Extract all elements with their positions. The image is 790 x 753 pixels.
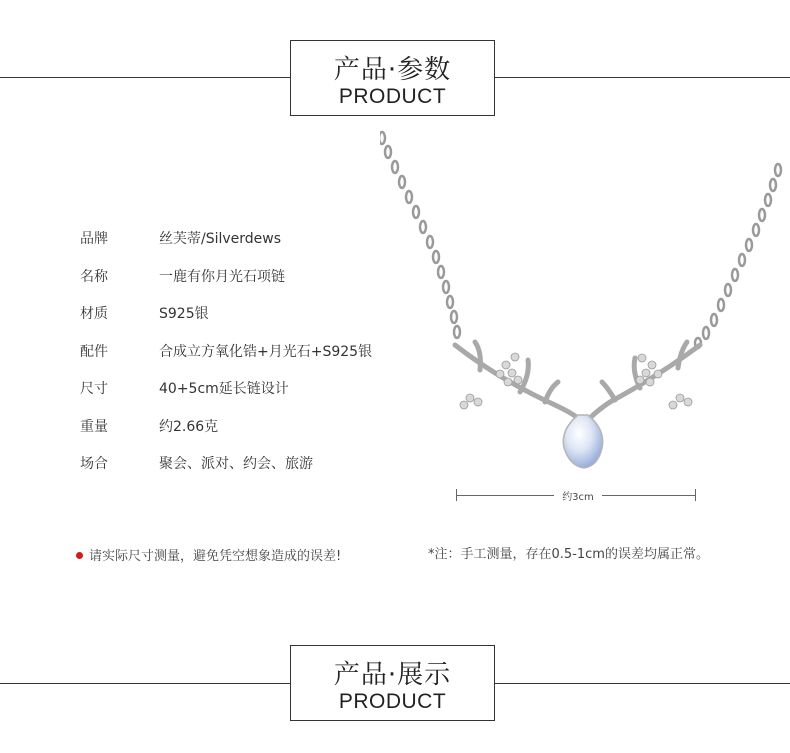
section-title-cn: 产品·参数: [333, 55, 452, 85]
spec-label: 尺寸: [80, 381, 108, 397]
spec-label: 材质: [80, 306, 108, 322]
spec-label: 重量: [80, 419, 108, 435]
section-title-en: PRODUCT: [338, 85, 447, 108]
pave-stones: [460, 353, 692, 409]
section-header-params: [290, 40, 495, 116]
spec-label: 配件: [80, 344, 108, 360]
spec-value: 约2.66克: [159, 419, 219, 435]
spec-value: S925银: [159, 306, 209, 322]
spec-label: 名称: [80, 269, 108, 285]
measure-line-right: [602, 495, 696, 496]
necklace-image: [380, 130, 790, 510]
chain-left: [380, 132, 460, 338]
antler-pendant: [455, 342, 700, 418]
measurement-note: *注：手工测量，存在0.5-1cm的误差均属正常。: [428, 547, 709, 562]
spec-label: 品牌: [80, 231, 108, 247]
red-dot-icon: [76, 552, 83, 559]
measurement-warning: [76, 545, 341, 564]
spec-value: 40+5cm延长链设计: [159, 381, 289, 397]
spec-value: 一鹿有你月光石项链: [159, 269, 285, 285]
measure-label: 约3cm: [562, 492, 594, 503]
spec-value: 合成立方氧化锆+月光石+S925银: [159, 344, 373, 360]
spec-value: 聚会、派对、约会、旅游: [159, 456, 313, 472]
measurement-warning-text: 请实际尺寸测量，避免凭空想象造成的误差!: [89, 549, 342, 564]
section-header-display: [290, 645, 495, 721]
section-title-cn: 产品·展示: [333, 660, 452, 690]
measure-line-left: [456, 495, 554, 496]
spec-value: 丝芙蒂/Silverdews: [159, 231, 282, 247]
moonstone: [563, 415, 602, 468]
size-measure-indicator: [456, 488, 696, 502]
section-title-en: PRODUCT: [338, 690, 447, 713]
measure-tick-right: [695, 489, 696, 501]
spec-label: 场合: [80, 456, 108, 472]
chain-right: [695, 164, 781, 348]
